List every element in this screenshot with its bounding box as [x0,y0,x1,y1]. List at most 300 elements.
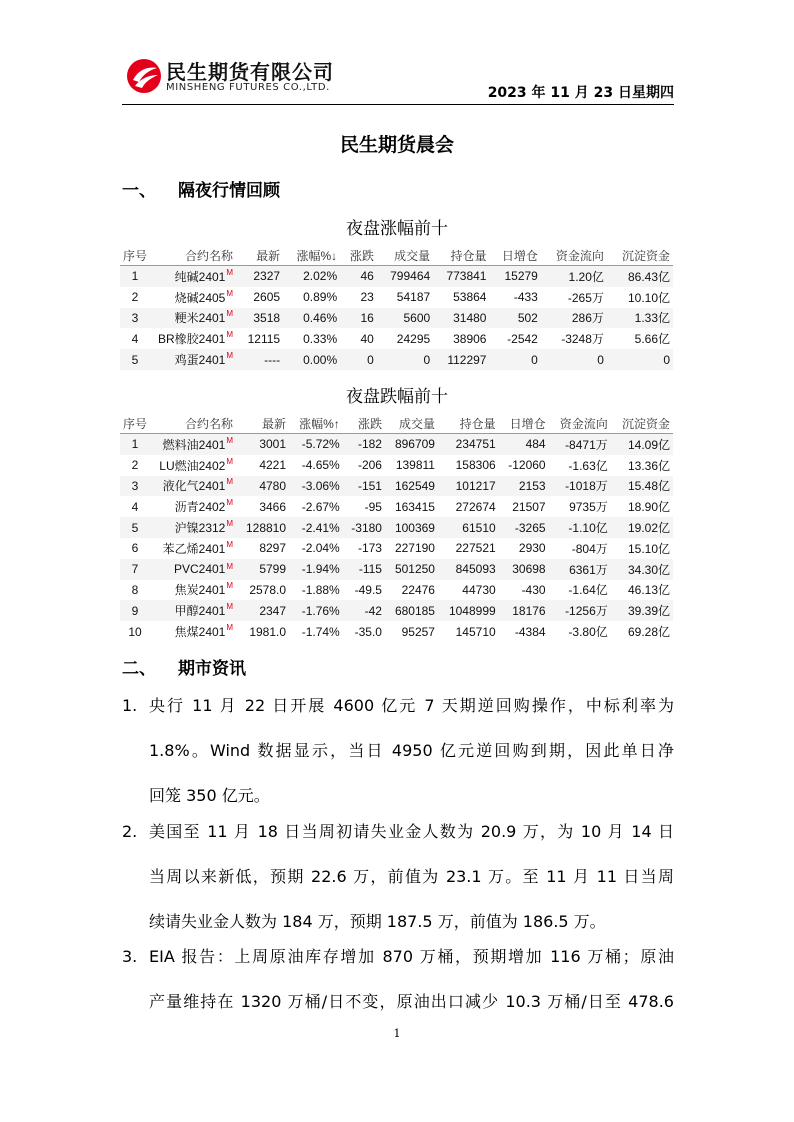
column-header[interactable]: 日增仓 [489,246,540,266]
cell-text: -433 [513,290,538,305]
table-cell [120,517,150,538]
market-flag: M [226,498,234,508]
table-cell [343,621,385,642]
news-number: 1. [122,696,138,715]
table-cell [120,434,150,455]
table-cell [343,580,385,601]
column-header[interactable]: 资金流向 [549,414,611,434]
table-cell [289,517,343,538]
column-header[interactable]: 持仓量 [438,414,499,434]
table-cell [120,621,150,642]
table-cell [385,455,438,476]
table-cell [289,600,343,621]
table-cell [541,308,607,329]
cell-text: 1 [131,269,139,284]
table-cell [607,287,673,308]
cell-text: 纯碱2401 [174,269,226,284]
news-item-3 [122,934,674,1024]
table-cell [607,266,673,287]
table-cell [607,349,673,370]
column-header[interactable]: 最新 [236,414,289,434]
table-row[interactable] [120,580,673,601]
table-cell [541,349,607,370]
table-cell [611,600,673,621]
cell-text: 54187 [396,290,431,305]
column-header[interactable]: 日增仓 [499,414,549,434]
table-cell [120,455,150,476]
cell-text: 13.36亿 [627,458,670,473]
cell-text: 95257 [401,624,435,639]
cell-text: 0 [531,352,538,367]
column-header[interactable]: 合约名称 [150,414,236,434]
cell-text: -115 [358,562,382,577]
page-number: 1 [393,1027,401,1040]
table-cell [377,266,433,287]
column-header[interactable]: 涨幅%↑ [289,414,343,434]
table-cell [236,287,283,308]
cell-text: 0 [423,352,431,367]
table-cell [283,266,340,287]
cell-text: -4384 [514,624,546,639]
table-cell [438,621,499,642]
cell-text: 112297 [447,352,487,367]
section-heading-review [122,176,280,201]
cell-text: 39.39亿 [627,604,670,619]
table-cell [343,538,385,559]
cell-text: -3265 [514,520,546,535]
table-row[interactable] [120,496,673,517]
table-cell [438,496,499,517]
column-header[interactable]: 涨跌 [343,414,385,434]
cell-text: 16 [360,310,374,325]
table-cell [340,266,377,287]
cell-text: 128810 [245,520,287,535]
market-flag: M [226,309,234,319]
table-cell [611,455,673,476]
table-cell [236,434,289,455]
table-header-row [120,414,673,434]
cell-text: 896709 [394,437,435,452]
cell-text: 145710 [455,624,496,639]
cell-text: 501250 [394,562,435,577]
cell-text: -2.67% [301,499,340,514]
cell-text: 2.02% [303,269,338,284]
cell-text: 焦炭2401 [174,583,226,598]
cell-text: 23 [360,290,374,305]
cell-text: 焦煤2401 [174,625,226,640]
cell-text: 1.20亿 [568,269,604,284]
contract-name-cell [150,600,236,621]
table-row[interactable] [120,621,673,642]
cell-text: -12060 [508,458,546,473]
cell-text: 2930 [518,541,546,556]
table-cell [236,476,289,497]
cell-text: 38906 [453,331,487,346]
table-cell [385,600,438,621]
table-cell [549,538,611,559]
cell-text: 101217 [455,478,496,493]
header-date: 2023 年 11 月 23 日星期四 [487,85,674,101]
table-cell [120,349,150,370]
cell-text: 158306 [455,458,496,473]
cell-text: 100369 [394,520,435,535]
company-name-cn: 民生期货有限公司 [166,60,334,84]
table-cell [236,308,283,329]
gainers-table [120,246,673,370]
cell-text: 3518 [253,310,281,325]
table-cell [499,455,549,476]
cell-text: 0.33% [303,331,338,346]
table-row[interactable] [120,476,673,497]
cell-text: 鸡蛋2401 [174,353,226,368]
table-row[interactable] [120,538,673,559]
table-cell [489,328,540,349]
contract-name-cell [150,434,236,455]
cell-text: 22476 [401,582,435,597]
section-title: 期市资讯 [178,659,246,679]
cell-text: 86.43亿 [627,269,670,284]
page-header [122,54,674,105]
table-cell [236,600,289,621]
table-cell [438,455,499,476]
market-flag: M [226,435,234,445]
cell-text: -206 [357,458,382,473]
table-cell [541,287,607,308]
news-item-1 [122,683,674,818]
cell-text: 粳米2401 [174,311,226,326]
cell-text: 9 [131,603,139,618]
cell-text: 53864 [453,290,487,305]
table-cell [340,349,377,370]
table-cell [438,600,499,621]
cell-text: -1.88% [301,582,340,597]
cell-text: 3001 [259,437,287,452]
table-cell [607,328,673,349]
market-flag: M [226,602,234,612]
table-cell [611,496,673,517]
news-line: EIA 报告：上周原油库存增加 870 万桶，预期增加 116 万桶；原油 [149,947,674,966]
cell-text: 苯乙烯2401 [162,541,226,556]
losers-table-title: 夜盘跌幅前十 [346,387,448,407]
table-cell [499,476,549,497]
table-cell [120,287,150,308]
cell-text: 30698 [512,562,546,577]
table-cell [236,538,289,559]
table-row[interactable] [120,455,673,476]
table-cell [236,496,289,517]
column-header[interactable]: 序号 [120,246,150,266]
table-row[interactable] [120,517,673,538]
table-cell [489,266,540,287]
table-row[interactable] [120,349,673,370]
table-cell [541,328,607,349]
cell-text: 0 [663,352,670,367]
cell-text: 19.02亿 [627,521,670,536]
table-row[interactable] [120,434,673,455]
column-header[interactable]: 持仓量 [433,246,489,266]
cell-text: 286万 [571,311,604,326]
table-row[interactable] [120,600,673,621]
cell-text: -95 [364,499,382,514]
cell-text: 4221 [259,458,287,473]
cell-text: -2.04% [301,541,340,556]
table-cell [433,266,489,287]
contract-name-cell [150,538,236,559]
news-line: 当周以来新低，预期 22.6 万，前值为 23.1 万。至 11 月 11 日当周 [149,867,674,886]
column-header[interactable]: 沉淀资金 [607,246,673,266]
cell-text: 8297 [259,541,287,556]
table-cell [236,328,283,349]
cell-text: 3 [131,310,139,325]
table-cell [385,476,438,497]
market-flag: M [226,539,234,549]
cell-text: 4 [131,499,139,514]
table-cell [283,328,340,349]
cell-text: 272674 [455,499,496,514]
cell-text: 46 [360,269,374,284]
table-cell [120,559,150,580]
table-cell [549,455,611,476]
cell-text: 2578.0 [249,582,287,597]
cell-text: 44730 [462,582,496,597]
cell-text: 4 [131,331,139,346]
cell-text: 甲醇2401 [174,604,226,619]
cell-text: 沪镍2312 [174,521,226,536]
table-cell [120,496,150,517]
contract-name-cell [150,266,236,287]
table-cell [611,434,673,455]
table-cell [385,538,438,559]
column-header[interactable]: 成交量 [377,246,433,266]
cell-text: 139811 [395,458,435,473]
table-cell [377,328,433,349]
cell-text: -8471万 [565,437,608,452]
cell-text: 2153 [518,478,546,493]
table-cell [236,349,283,370]
cell-text: -42 [364,603,382,618]
table-row[interactable] [120,266,673,287]
news-line: 产量维持在 1320 万桶/日不变，原油出口减少 10.3 万桶/日至 478.6 [149,992,674,1011]
table-cell [611,559,673,580]
table-cell [343,455,385,476]
cell-text: PVC2401 [173,562,226,577]
cell-text: -35.0 [354,624,382,639]
cell-text: 5799 [259,562,287,577]
cell-text: -173 [357,541,382,556]
contract-name-cell [150,559,236,580]
cell-text: -430 [521,582,546,597]
cell-text: -3248万 [561,332,604,347]
table-cell [438,517,499,538]
table-cell [236,559,289,580]
cell-text: ---- [264,352,281,367]
column-header[interactable]: 序号 [120,414,150,434]
contract-name-cell [150,496,236,517]
table-cell [549,580,611,601]
market-flag: M [226,288,234,298]
table-cell [289,496,343,517]
cell-text: 15.48亿 [627,479,670,494]
cell-text: 10 [128,624,142,639]
news-line: 1.8%。Wind 数据显示，当日 4950 亿元逆回购到期，因此单日净 [149,741,674,760]
column-header[interactable]: 资金流向 [541,246,607,266]
column-header[interactable]: 涨跌 [340,246,377,266]
table-cell [120,580,150,601]
column-header[interactable]: 最新 [236,246,283,266]
table-cell [499,517,549,538]
table-cell [611,621,673,642]
contract-name-cell [150,517,236,538]
section-number: 一、 [122,181,156,201]
cell-text: 0 [367,352,374,367]
table-row[interactable] [120,328,673,349]
cell-text: 773841 [446,269,487,284]
cell-text: 3466 [259,499,287,514]
cell-text: -1.10亿 [568,521,608,536]
cell-text: 0.46% [303,310,338,325]
cell-text: -3.06% [301,478,340,493]
market-flag: M [226,330,234,340]
table-cell [499,538,549,559]
cell-text: 8 [131,582,139,597]
table-cell [433,287,489,308]
cell-text: 烧碱2405 [174,290,226,305]
table-cell [489,308,540,329]
contract-name-cell [150,287,236,308]
page-title: 民生期货晨会 [339,134,454,156]
table-cell [611,538,673,559]
market-flag: M [226,623,234,633]
column-header[interactable]: 涨幅%↓ [283,246,340,266]
column-header[interactable]: 成交量 [385,414,438,434]
market-flag: M [226,581,234,591]
column-header[interactable]: 沉淀资金 [611,414,673,434]
table-cell [499,600,549,621]
market-flag: M [226,562,234,572]
table-cell [499,621,549,642]
cell-text: 40 [360,331,374,346]
table-row[interactable] [120,559,673,580]
table-cell [340,287,377,308]
cell-text: 227521 [455,541,496,556]
table-cell [343,476,385,497]
cell-text: 5 [131,352,139,367]
market-flag: M [226,456,234,466]
cell-text: 0.00% [303,352,338,367]
cell-text: 9735万 [569,500,608,515]
table-cell [377,308,433,329]
news-number: 3. [122,947,138,966]
table-cell [289,559,343,580]
cell-text: 2605 [253,290,281,305]
cell-text: 液化气2401 [162,479,226,494]
section-number: 二、 [122,659,156,679]
losers-table [120,414,673,642]
cell-text: -2542 [507,331,538,346]
table-cell [385,559,438,580]
market-flag: M [226,519,234,529]
cell-text: 61510 [462,520,496,535]
cell-text: 0 [597,352,604,367]
table-cell [377,287,433,308]
table-cell [489,287,540,308]
table-cell [343,434,385,455]
gainers-table-title: 夜盘涨幅前十 [346,219,448,239]
news-line: 美国至 11 月 18 日当周初请失业金人数为 20.9 万，为 10 月 14 日 [149,822,674,841]
cell-text: 7 [131,562,139,577]
table-cell [549,476,611,497]
table-cell [438,476,499,497]
cell-text: 18.90亿 [627,500,670,515]
table-cell [433,328,489,349]
table-cell [283,349,340,370]
cell-text: 1.33亿 [634,311,670,326]
contract-name-cell [150,455,236,476]
company-logo-icon [126,58,162,94]
cell-text: 1981.0 [249,624,287,639]
table-cell [499,559,549,580]
table-header-row [120,246,673,266]
cell-text: 24295 [396,331,431,346]
cell-text: 3 [131,478,139,493]
cell-text: 34.30亿 [627,562,670,577]
market-flag: M [226,351,234,361]
table-cell [549,621,611,642]
table-row[interactable] [120,308,673,329]
cell-text: -3180 [351,520,382,535]
cell-text: LU燃油2402 [159,458,226,473]
table-cell [385,496,438,517]
cell-text: 46.13亿 [627,583,670,598]
table-cell [385,580,438,601]
table-cell [377,349,433,370]
table-cell [499,580,549,601]
table-cell [289,621,343,642]
table-cell [611,476,673,497]
table-cell [433,308,489,329]
news-line: 回笼 350 亿元。 [149,786,270,805]
cell-text: -1.64亿 [568,583,608,598]
table-cell [385,517,438,538]
section-title: 隔夜行情回顾 [178,181,280,201]
company-name-en: MINSHENG FUTURES CO.,LTD. [166,82,330,93]
contract-name-cell [150,328,236,349]
table-cell [343,600,385,621]
table-cell [289,538,343,559]
table-cell [236,580,289,601]
table-cell [120,308,150,329]
cell-text: -1.94% [301,562,340,577]
table-cell [289,476,343,497]
table-cell [433,349,489,370]
cell-text: 2347 [259,603,287,618]
table-cell [343,517,385,538]
cell-text: 1048999 [448,603,496,618]
news-number: 2. [122,822,138,841]
cell-text: -151 [357,478,382,493]
column-header[interactable]: 合约名称 [150,246,236,266]
table-cell [283,287,340,308]
cell-text: 14.09亿 [627,437,670,452]
table-row[interactable] [120,287,673,308]
cell-text: -804万 [571,541,608,556]
news-item-2 [122,809,674,944]
cell-text: 227190 [394,541,435,556]
cell-text: -1.63亿 [568,458,608,473]
cell-text: 1 [131,437,139,452]
cell-text: 6361万 [569,562,608,577]
table-cell [289,455,343,476]
